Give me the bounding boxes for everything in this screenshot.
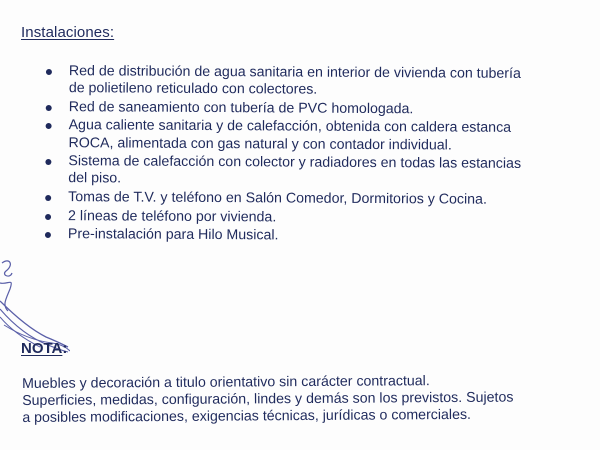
list-item (46, 63, 586, 101)
list-item-text: Red de distribución de agua sanitaria en interior de vivienda con tubería de polietileno reticulado con colectores. (68, 63, 521, 98)
note-body (22, 372, 592, 427)
list-item-text: 2 líneas de teléfono por vivienda. (68, 207, 277, 225)
note-line: Superficies, medidas, configuración, lindes y demás son los previstos. Sujetos a posibles modificaciones, exigencias técnicas, jurídicas o comerciales. (22, 389, 514, 426)
note-line: Muebles y decoración a titulo orientativo sin carácter contractual. (22, 373, 430, 392)
list-item-text: Tomas de T.V. y teléfono en Salón Comedor, Dormitorios y Cocina. (68, 189, 487, 208)
bullet-icon (45, 159, 51, 165)
list-item-text: Red de saneamiento con tubería de PVC homologada. (68, 98, 414, 118)
list-item (45, 226, 585, 247)
list-item (45, 153, 585, 191)
bullet-icon (45, 195, 51, 201)
bullet-icon (46, 69, 52, 75)
list-item-text: Pre-instalación para Hilo Musical. (67, 226, 279, 244)
bullet-icon (45, 232, 51, 238)
list-item (46, 99, 586, 120)
list-item-text: Sistema de calefacción con colector y radiadores en todas las estancias del piso. (68, 153, 522, 187)
bullet-icon (45, 214, 51, 220)
bullet-icon (46, 105, 52, 111)
list-item (45, 117, 585, 155)
note-label: NOTA (21, 340, 63, 357)
bullet-icon (46, 123, 52, 129)
note-colon: : (62, 340, 68, 357)
list-item-text: Agua caliente sanitaria y de calefacción, obtenida con caldera estanca ROCA, alimentada con gas natural y con contador individual. (68, 117, 512, 154)
installations-heading: Instalaciones: (21, 24, 115, 41)
installations-list (45, 63, 586, 248)
list-item (45, 208, 585, 229)
list-item (45, 189, 585, 210)
note-heading (21, 340, 67, 357)
